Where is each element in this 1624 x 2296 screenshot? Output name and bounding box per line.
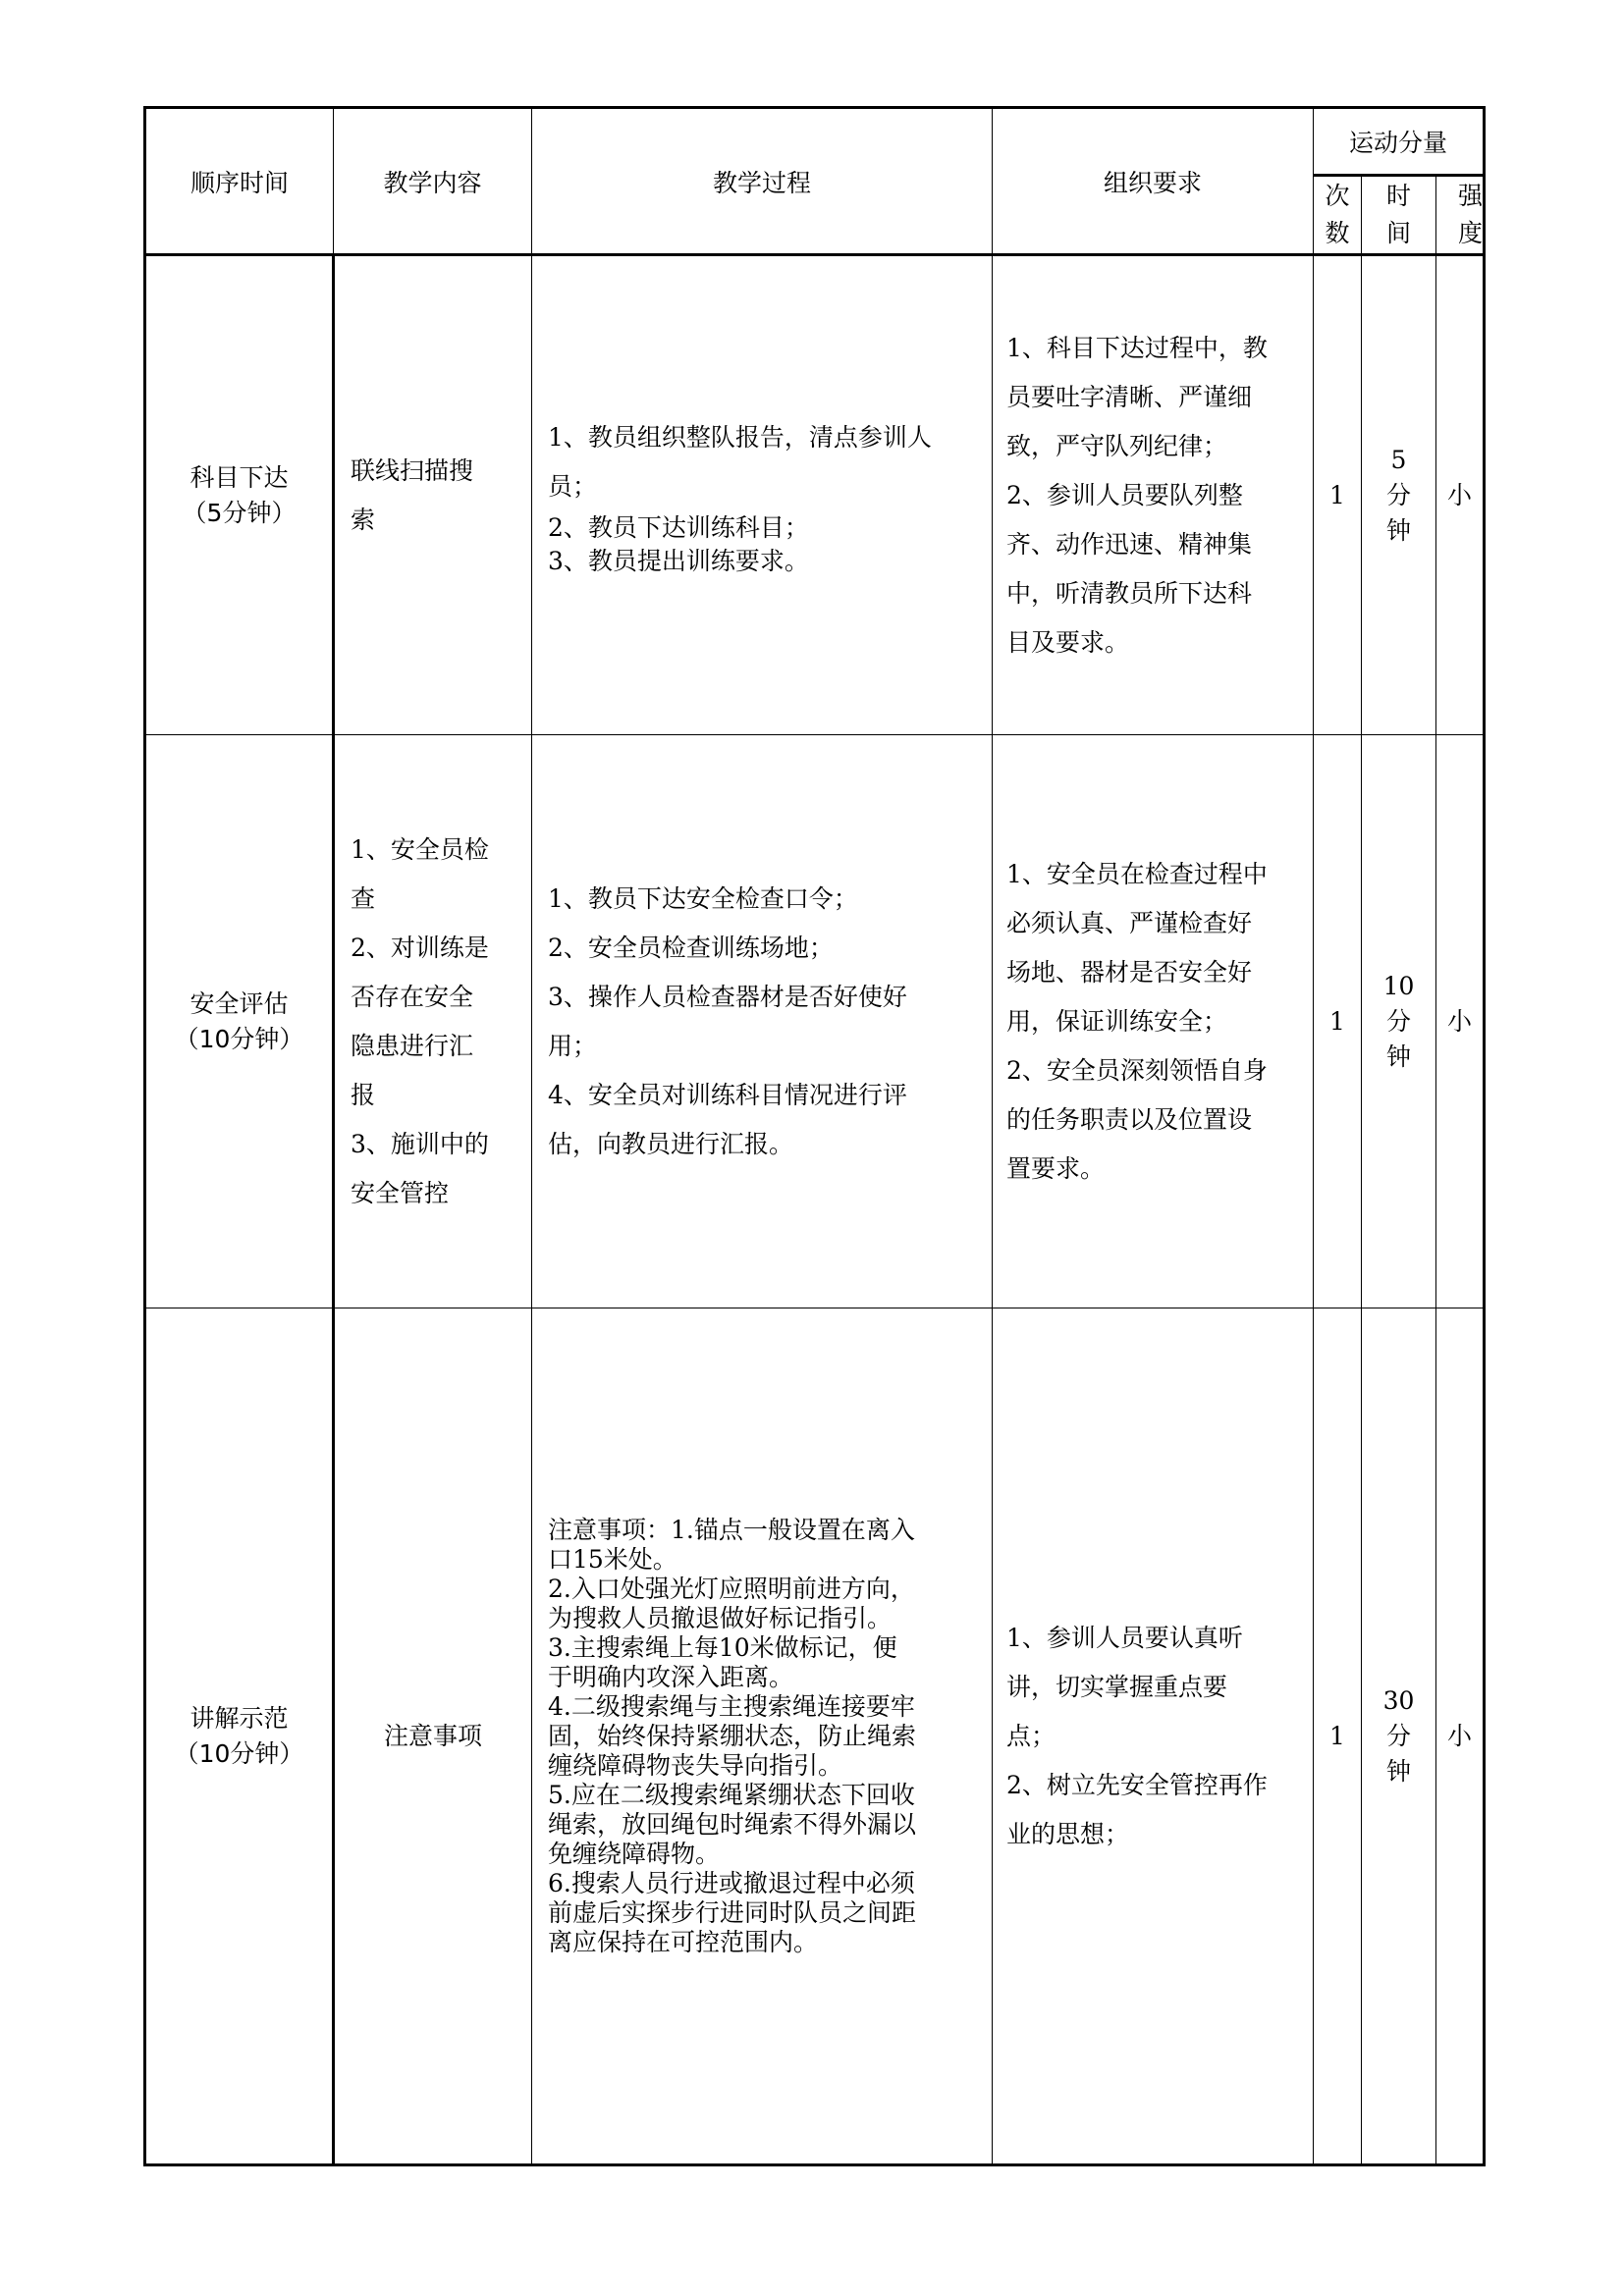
time-cell: 5 分 钟: [1362, 255, 1436, 735]
header-process: 教学过程: [532, 108, 993, 255]
count-cell: 1: [1314, 735, 1362, 1308]
lesson-plan-table: [143, 106, 1486, 2166]
requirements-cell: 1、参训人员要认真听 讲，切实掌握重点要 点； 2、树立先安全管控再作 业的思想；: [993, 1308, 1314, 2165]
content-cell: 注意事项: [334, 1308, 532, 2165]
sequence-cell: 讲解示范 （10分钟）: [145, 1308, 334, 2165]
sequence-cell: 科目下达 （5分钟）: [145, 255, 334, 735]
count-cell: 1: [1314, 255, 1362, 735]
content-cell: 1、安全员检 查 2、对训练是 否存在安全 隐患进行汇 报 3、施训中的 安全管控: [334, 735, 532, 1308]
content-cell: 联线扫描搜 索: [334, 255, 532, 735]
intensity-cell: 小: [1436, 1308, 1485, 2165]
header-time: 时 间: [1362, 176, 1436, 255]
header-exercise-load: 运动分量: [1314, 108, 1485, 176]
header-requirements: 组织要求: [993, 108, 1314, 255]
process-cell: 1、教员组织整队报告，清点参训人 员； 2、教员下达训练科目； 3、教员提出训练要求。: [532, 255, 993, 735]
sequence-cell: 安全评估 （10分钟）: [145, 735, 334, 1308]
process-cell: 1、教员下达安全检查口令； 2、安全员检查训练场地； 3、操作人员检查器材是否好使好 用； 4、安全员对训练科目情况进行评 估，向教员进行汇报。: [532, 735, 993, 1308]
header-intensity: 强 度: [1436, 176, 1485, 255]
requirements-cell: 1、科目下达过程中，教 员要吐字清晰、严谨细 致，严守队列纪律； 2、参训人员要队列整 齐、动作迅速、精神集 中，听清教员所下达科 目及要求。: [993, 255, 1314, 735]
time-cell: 10 分 钟: [1362, 735, 1436, 1308]
intensity-cell: 小: [1436, 735, 1485, 1308]
table-row: [145, 735, 1485, 1308]
count-cell: 1: [1314, 1308, 1362, 2165]
table-row: [145, 255, 1485, 735]
time-cell: 30 分 钟: [1362, 1308, 1436, 2165]
process-cell: 注意事项：1.锚点一般设置在离入 口15米处。 2.入口处强光灯应照明前进方向， 为搜救人员撤退做好标记指引。 3.主搜索绳上每10米做标记，便 于明确内攻深入距离。 4.二级搜索绳与主搜索绳连接要牢 固，始终保持紧绷状态，防止绳索 缠绕障碍物丧失导向指引。 5.应在二级搜索绳紧绷状态下回收 绳索，放回绳包时绳索不得外漏以 免缠绕障碍物。 6.搜索人员行进或撤退过程中必须 前虚后实探步行进同时队员之间距 离应保持在可控范围内。: [532, 1308, 993, 2165]
intensity-cell: 小: [1436, 255, 1485, 735]
header-content: 教学内容: [334, 108, 532, 255]
header-sequence-time: 顺序时间: [145, 108, 334, 255]
requirements-cell: 1、安全员在检查过程中 必须认真、严谨检查好 场地、器材是否安全好 用，保证训练安全； 2、安全员深刻领悟自身 的任务职责以及位置设 置要求。: [993, 735, 1314, 1308]
header-count: 次 数: [1314, 176, 1362, 255]
table-row: [145, 1308, 1485, 2165]
